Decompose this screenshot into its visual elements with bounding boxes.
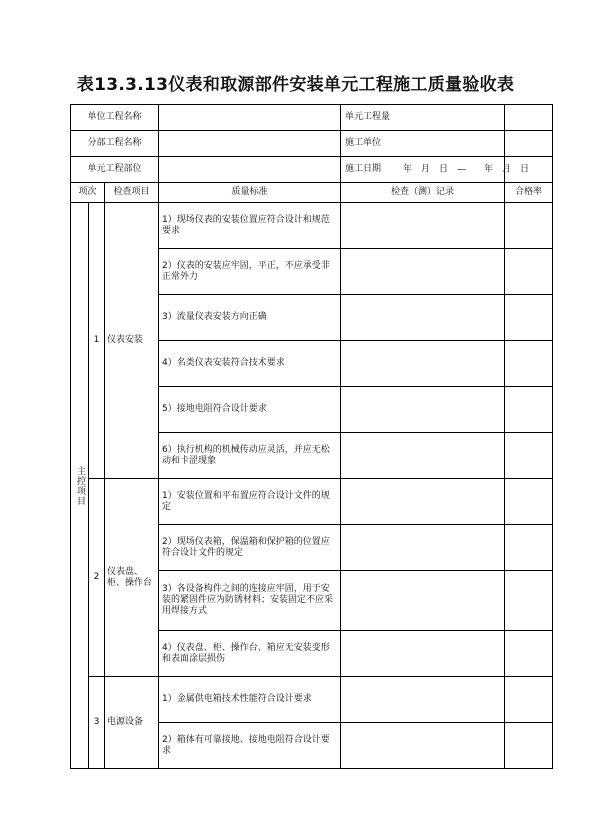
record-cell[interactable] <box>341 295 505 341</box>
standard-cell: 2）现场仪表箱，保温箱和保护箱的位置应符合设计文件的规定 <box>159 525 341 571</box>
pass-rate-cell[interactable] <box>505 433 553 479</box>
division-project-name-value[interactable] <box>159 131 341 157</box>
col-index-header: 项次 <box>71 183 105 203</box>
construction-date-text: 年 月 日 — 年 月 日 <box>403 164 530 174</box>
col-record-header: 检查（测）记录 <box>341 183 505 203</box>
col-item-header: 检查项目 <box>105 183 159 203</box>
pass-rate-cell[interactable] <box>505 525 553 571</box>
pass-rate-cell[interactable] <box>505 249 553 295</box>
record-cell[interactable] <box>341 249 505 295</box>
standard-cell: 4）仪表盘、柜、操作台、箱应无安装变形和表面涂层损伤 <box>159 631 341 677</box>
group-name: 仪表盘、柜、操作台 <box>105 479 159 677</box>
unit-quantity-label: 单元工程量 <box>341 105 505 131</box>
group-index: 1 <box>89 203 105 479</box>
inspection-table <box>70 104 553 769</box>
construction-unit-label: 施工单位 <box>341 131 505 157</box>
group-name: 仪表安装 <box>105 203 159 479</box>
record-cell[interactable] <box>341 341 505 387</box>
col-standard-header: 质量标准 <box>159 183 341 203</box>
standard-cell: 3）各设备构件之间的连接应牢固，用于安装的紧固件应为防锈材料；安装固定不应采用焊接方式 <box>159 571 341 631</box>
record-cell[interactable] <box>341 203 505 249</box>
record-cell[interactable] <box>341 723 505 769</box>
record-cell[interactable] <box>341 525 505 571</box>
unit-quantity-value[interactable] <box>505 105 553 131</box>
standard-cell: 3）流量仪表安装方向正确 <box>159 295 341 341</box>
record-cell[interactable] <box>341 677 505 723</box>
standard-cell: 1）金属供电箱技术性能符合设计要求 <box>159 677 341 723</box>
construction-unit-value[interactable] <box>505 131 553 157</box>
pass-rate-cell[interactable] <box>505 387 553 433</box>
pass-rate-cell[interactable] <box>505 723 553 769</box>
unit-project-name-value[interactable] <box>159 105 341 131</box>
unit-project-location-value[interactable] <box>159 157 341 183</box>
unit-project-location-label: 单元工程部位 <box>71 157 159 183</box>
pass-rate-cell[interactable] <box>505 479 553 525</box>
pass-rate-cell[interactable] <box>505 203 553 249</box>
record-cell[interactable] <box>341 387 505 433</box>
category-label: 主控项目 <box>71 203 89 769</box>
record-cell[interactable] <box>341 571 505 631</box>
pass-rate-cell[interactable] <box>505 677 553 723</box>
standard-cell: 5）接地电阻符合设计要求 <box>159 387 341 433</box>
record-cell[interactable] <box>341 433 505 479</box>
standard-cell: 1）现场仪表的安装位置应符合设计和规范要求 <box>159 203 341 249</box>
page-title: 表13.3.13仪表和取源部件安装单元工程施工质量验收表 <box>76 75 515 95</box>
standard-cell: 4）名类仪表安装符合技术要求 <box>159 341 341 387</box>
division-project-name-label: 分部工程名称 <box>71 131 159 157</box>
pass-rate-cell[interactable] <box>505 631 553 677</box>
group-index: 3 <box>89 677 105 769</box>
standard-cell: 2）仪表的安装应牢固，平正，不应承受非正常外力 <box>159 249 341 295</box>
record-cell[interactable] <box>341 631 505 677</box>
group-index: 2 <box>89 479 105 677</box>
unit-project-name-label: 单位工程名称 <box>71 105 159 131</box>
pass-rate-cell[interactable] <box>505 295 553 341</box>
construction-date-label <box>341 157 530 183</box>
pass-rate-cell[interactable] <box>505 571 553 631</box>
group-name: 电源设备 <box>105 677 159 769</box>
construction-date-label-text: 施工日期 <box>345 164 382 174</box>
standard-cell: 2）箱体有可靠接地、接地电阻符合设计要求 <box>159 723 341 769</box>
standard-cell: 6）执行机构的机械传动应灵活，并应无松动和卡涩现象 <box>159 433 341 479</box>
col-pass-rate-header: 合格率 <box>505 183 553 203</box>
standard-cell: 1）安装位置和平布置应符合设计文件的规定 <box>159 479 341 525</box>
record-cell[interactable] <box>341 479 505 525</box>
pass-rate-cell[interactable] <box>505 341 553 387</box>
